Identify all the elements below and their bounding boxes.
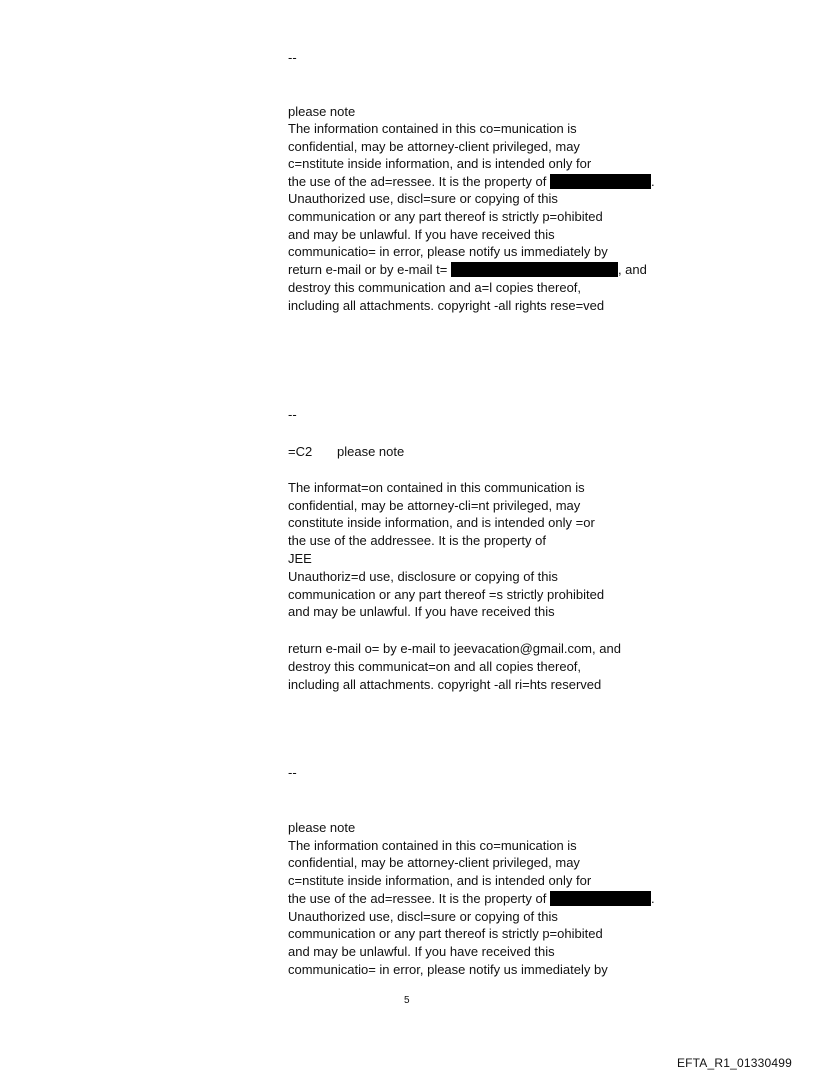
disclaimer-line: communicatio= in error, please notify us immediately by (288, 962, 608, 977)
redaction-box (550, 174, 651, 189)
disclaimer-line: The information contained in this co=munication is (288, 838, 577, 853)
disclaimer-line: including all attachments. copyright -all ri=hts reserved (288, 677, 602, 692)
disclaimer-line: destroy this communication and a=l copies thereof, (288, 280, 582, 295)
redaction-box (550, 891, 651, 906)
disclaimer-heading: please note (288, 104, 356, 119)
separator: -- (288, 50, 297, 65)
disclaimer-line (288, 261, 647, 278)
disclaimer-line: communicatio= in error, please notify us immediately by (288, 244, 608, 259)
line-text: the use of the ad=ressee. It is the property of (288, 174, 547, 189)
disclaimer-line: c=nstitute inside information, and is intended only for (288, 156, 592, 171)
disclaimer-line (288, 890, 655, 907)
disclaimer-line: confidential, may be attorney-client privileged, may (288, 139, 580, 154)
line-text-end: , and (617, 262, 647, 277)
disclaimer-heading: please note (337, 444, 405, 459)
disclaimer-line (288, 173, 655, 190)
separator: -- (288, 407, 297, 422)
disclaimer-line: JEE (288, 551, 312, 566)
disclaimer-line: and may be unlawful. If you have received this (288, 604, 555, 619)
disclaimer-line: destroy this communicat=on and all copies thereof, (288, 659, 582, 674)
redaction-box (451, 262, 618, 277)
disclaimer-heading: please note (288, 820, 356, 835)
disclaimer-line: c=nstitute inside information, and is intended only for (288, 873, 592, 888)
disclaimer-line: return e-mail o= by e-mail to jeevacation@gmail.com, and (288, 641, 621, 656)
line-text: return e-mail or by e-mail t= (288, 262, 448, 277)
disclaimer-line: communication or any part thereof is strictly p=ohibited (288, 926, 603, 941)
disclaimer-line: communication or any part thereof =s strictly prohibited (288, 587, 605, 602)
disclaimer-line: the use of the addressee. It is the property of (288, 533, 546, 548)
disclaimer-line: Unauthoriz=d use, disclosure or copying of this (288, 569, 558, 584)
line-text-end: . (650, 891, 655, 906)
disclaimer-line: Unauthorized use, discl=sure or copying of this (288, 191, 558, 206)
line-text-end: . (650, 174, 655, 189)
line-text: the use of the ad=ressee. It is the property of (288, 891, 547, 906)
disclaimer-heading-row (288, 443, 404, 460)
disclaimer-line: communication or any part thereof is strictly p=ohibited (288, 209, 603, 224)
separator: -- (288, 765, 297, 780)
disclaimer-line: confidential, may be attorney-cli=nt privileged, may (288, 498, 581, 513)
document-id: EFTA_R1_01330499 (676, 1056, 792, 1070)
disclaimer-line: The information contained in this co=munication is (288, 121, 577, 136)
disclaimer-line: Unauthorized use, discl=sure or copying of this (288, 909, 558, 924)
disclaimer-line: confidential, may be attorney-client privileged, may (288, 855, 580, 870)
page-number: 5 (404, 995, 410, 1006)
disclaimer-line: The informat=on contained in this communication is (288, 480, 585, 495)
disclaimer-line: and may be unlawful. If you have received this (288, 944, 555, 959)
encoding-prefix: =C2 (288, 444, 313, 459)
disclaimer-line: including all attachments. copyright -all rights rese=ved (288, 298, 605, 313)
disclaimer-line: and may be unlawful. If you have received this (288, 227, 555, 242)
disclaimer-line: constitute inside information, and is intended only =or (288, 515, 595, 530)
